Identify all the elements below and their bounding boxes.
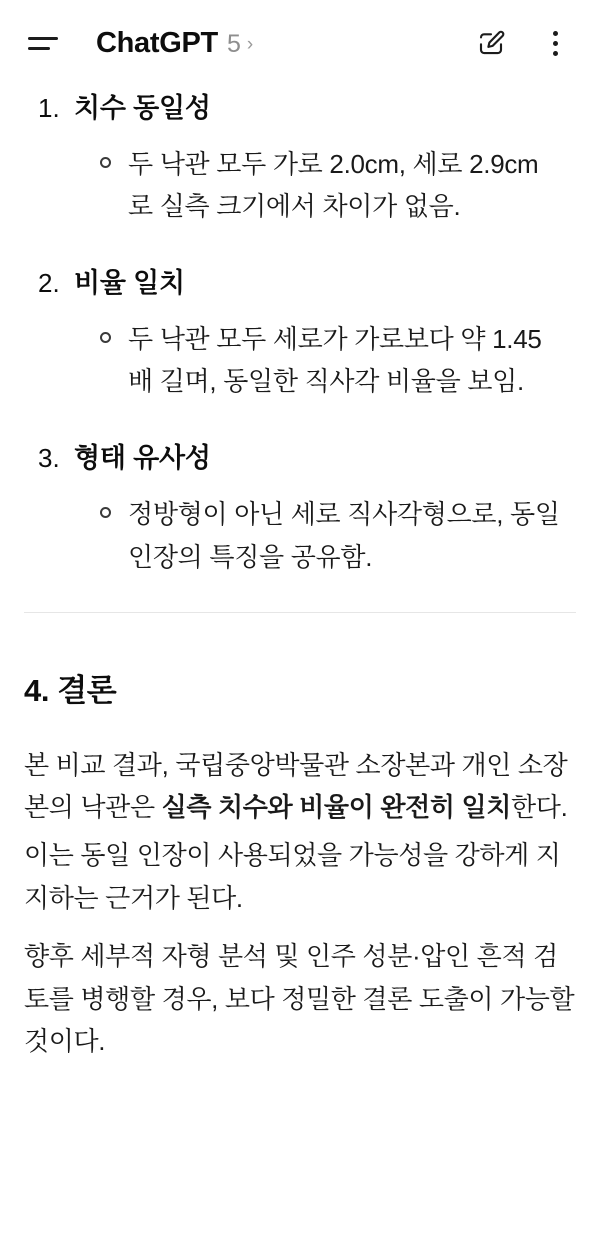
- dot-3: [553, 51, 558, 56]
- sub-bullet-list: [24, 318, 576, 402]
- section-divider: [24, 612, 576, 613]
- conclusion-paragraph-1: [24, 744, 576, 829]
- sub-list-item: [24, 318, 576, 402]
- list-item-title: 비율 일치: [74, 268, 185, 299]
- hamburger-menu-icon[interactable]: [28, 26, 62, 60]
- sub-bullet-list: [24, 493, 576, 577]
- findings-list: [24, 86, 576, 578]
- conclusion-paragraph-2: 이는 동일 인장이 사용되었을 가능성을 강하게 지지하는 근거가 된다.: [24, 840, 561, 913]
- message-content: [0, 86, 600, 578]
- list-item-number: 3.: [38, 443, 60, 474]
- circle-bullet-icon: [100, 507, 128, 518]
- list-item: [24, 86, 576, 227]
- list-item-number: 2.: [38, 268, 60, 299]
- conclusion-p1-part-b: 한다.: [511, 792, 568, 823]
- list-item-heading: [24, 86, 576, 125]
- sub-list-item: [24, 143, 576, 227]
- app-title-group[interactable]: [96, 27, 474, 60]
- menu-line-2: [28, 47, 50, 50]
- conclusion-heading: 4. 결론: [24, 672, 117, 708]
- top-app-bar: [0, 0, 600, 86]
- sub-list-item-text: 두 낙관 모두 가로 2.0cm, 세로 2.9cm로 실측 크기에서 차이가 없음.: [128, 149, 539, 222]
- list-item-number: 1.: [38, 93, 60, 123]
- list-item: [24, 261, 576, 402]
- circle-bullet-icon: [100, 157, 128, 168]
- menu-line-1: [28, 37, 58, 40]
- list-item-title: 형태 유사성: [74, 443, 211, 474]
- sub-list-item-text: 정방형이 아닌 세로 직사각형으로, 동일 인장의 특징을 공유함.: [128, 499, 560, 572]
- model-version-label: 5: [226, 29, 241, 58]
- more-options-icon[interactable]: [538, 26, 572, 60]
- top-bar-actions: [474, 26, 572, 60]
- sub-list-item-text: 두 낙관 모두 세로가 가로보다 약 1.45배 길며, 동일한 직사각 비율을 보임.: [128, 324, 542, 397]
- compose-pencil-icon[interactable]: [474, 26, 508, 60]
- sub-bullet-list: [24, 143, 576, 227]
- conclusion-paragraph-3: 향후 세부적 자형 분석 및 인주 성분·압인 흔적 검토를 병행할 경우, 보다 정밀한 결론 도출이 가능할 것이다.: [24, 941, 575, 1056]
- chevron-right-icon[interactable]: ›: [246, 33, 254, 55]
- conclusion-p1-bold: 실측 치수와 비율이 완전히 일치: [161, 792, 512, 823]
- dot-1: [553, 31, 558, 36]
- circle-bullet-icon: [100, 332, 128, 343]
- list-item-title: 치수 동일성: [74, 93, 211, 123]
- list-item-heading: [24, 261, 576, 300]
- app-title: ChatGPT: [96, 26, 218, 59]
- conclusion-p1-part-a: 본 비교 결과, 국립중앙박물관 소장본과 개인 소장본의 낙관은: [24, 749, 568, 823]
- list-item: [24, 436, 576, 577]
- more-dots: [553, 31, 558, 56]
- sub-list-item: [24, 493, 576, 577]
- conclusion-section: [0, 665, 600, 1063]
- dot-2: [553, 41, 558, 46]
- list-item-heading: [24, 436, 576, 475]
